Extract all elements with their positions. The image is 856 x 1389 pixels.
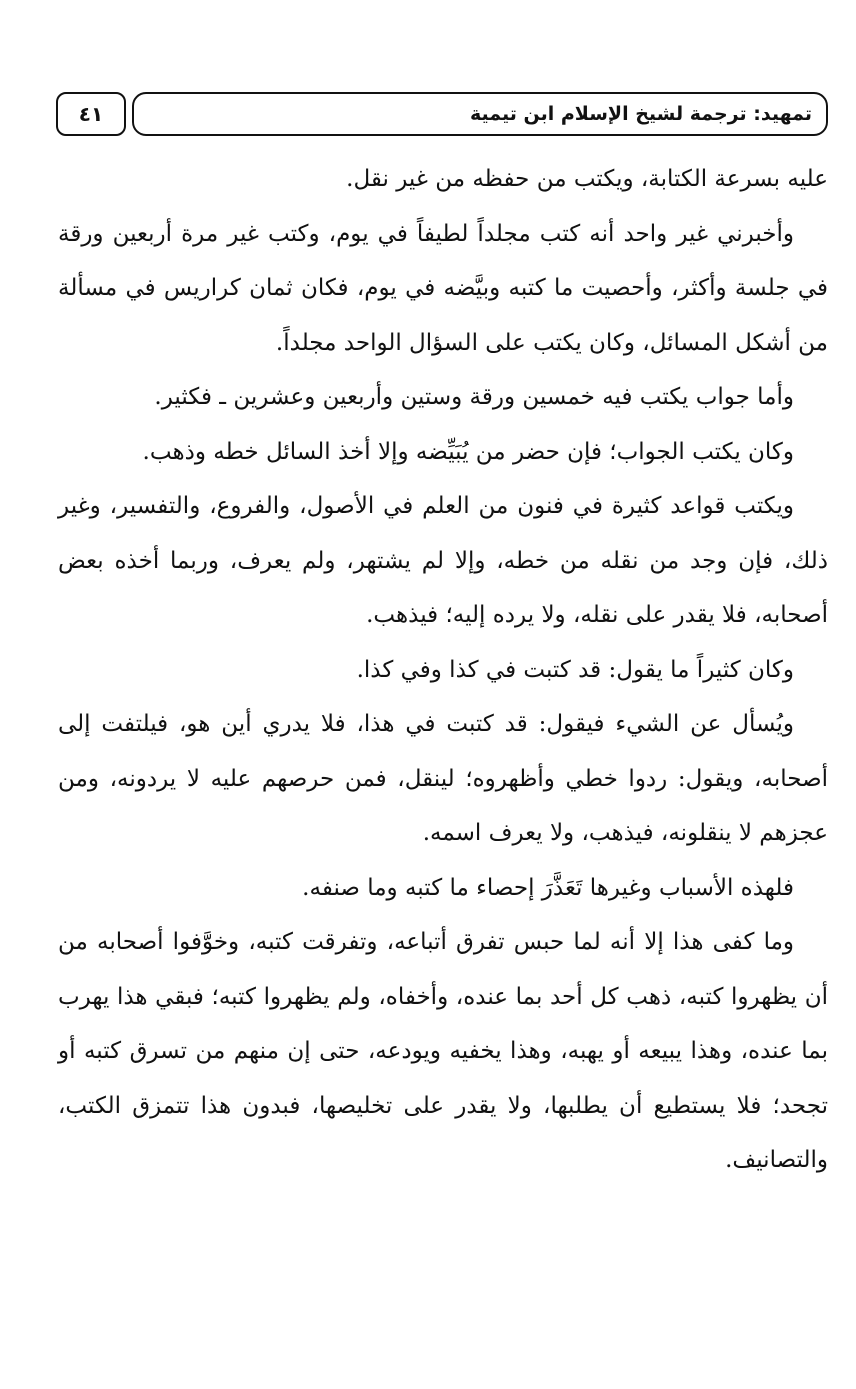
paragraph-6: وكان كثيراً ما يقول: قد كتبت في كذا وفي كذا. [356,656,794,683]
paragraph-4: وكان يكتب الجواب؛ فإن حضر من يُبَيِّضه وإلا أخذ السائل خطه وذهب. [142,438,794,465]
paragraph-5: ويكتب قواعد كثيرة في فنون من العلم في الأصول، والفروع، والتفسير، وغير ذلك، فإن وجد من نقله من خطه، وإلا لم يشتهر، ولم يعرف، وربما أخذه بعض أصحابه، فلا يقدر على نقله، ولا يرده إليه؛ فيذهب. [58,493,828,628]
page-header [56,92,828,140]
paragraph-9: وما كفى هذا إلا أنه لما حبس تفرق أتباعه، وتفرقت كتبه، وخوَّفوا أصحابه من أن يظهروا كتبه، ذهب كل أحد بما عنده، وأخفاه، ولم يظهروا كتبه؛ فبقي هذا يهرب بما عنده، وهذا يبيعه أو يهبه، وهذا يخفيه ويودعه، حتى إن منهم من تسرق كتبه أو تجحد؛ فلا يستطيع أن يطلبها، ولا يقدر على تخليصها، فبدون هذا تتمزق الكتب، والتصانيف. [58,929,828,1173]
page-number: ٤١ [56,92,126,136]
running-title: تمهيد: ترجمة لشيخ الإسلام ابن تيمية [132,92,828,136]
paragraph-3: وأما جواب يكتب فيه خمسين ورقة وستين وأربعين وعشرين ـ فكثير. [154,384,794,410]
paragraph-7: ويُسأل عن الشيء فيقول: قد كتبت في هذا، فلا يدري أين هو، فيلتفت إلى أصحابه، ويقول: ردوا خطي وأظهروه؛ لينقل، فمن حرصهم عليه لا يردونه، ومن عجزهم لا ينقلونه، فيذهب، ولا يعرف اسمه. [58,711,828,846]
paragraph-2: وأخبرني غير واحد أنه كتب مجلداً لطيفاً في يوم، وكتب غير مرة أربعين ورقة في جلسة وأكثر، وأحصيت ما كتبه وبيَّضه في يوم، فكان ثمان كراريس في مسألة من أشكل المسائل، وكان يكتب على السؤال الواحد مجلداً. [58,220,828,356]
paragraph-1: عليه بسرعة الكتابة، ويكتب من حفظه من غير نقل. [346,166,828,192]
paragraph-8: فلهذه الأسباب وغيرها تَعَذَّرَ إحصاء ما كتبه وما صنفه. [302,874,794,901]
body-text [58,152,828,1188]
